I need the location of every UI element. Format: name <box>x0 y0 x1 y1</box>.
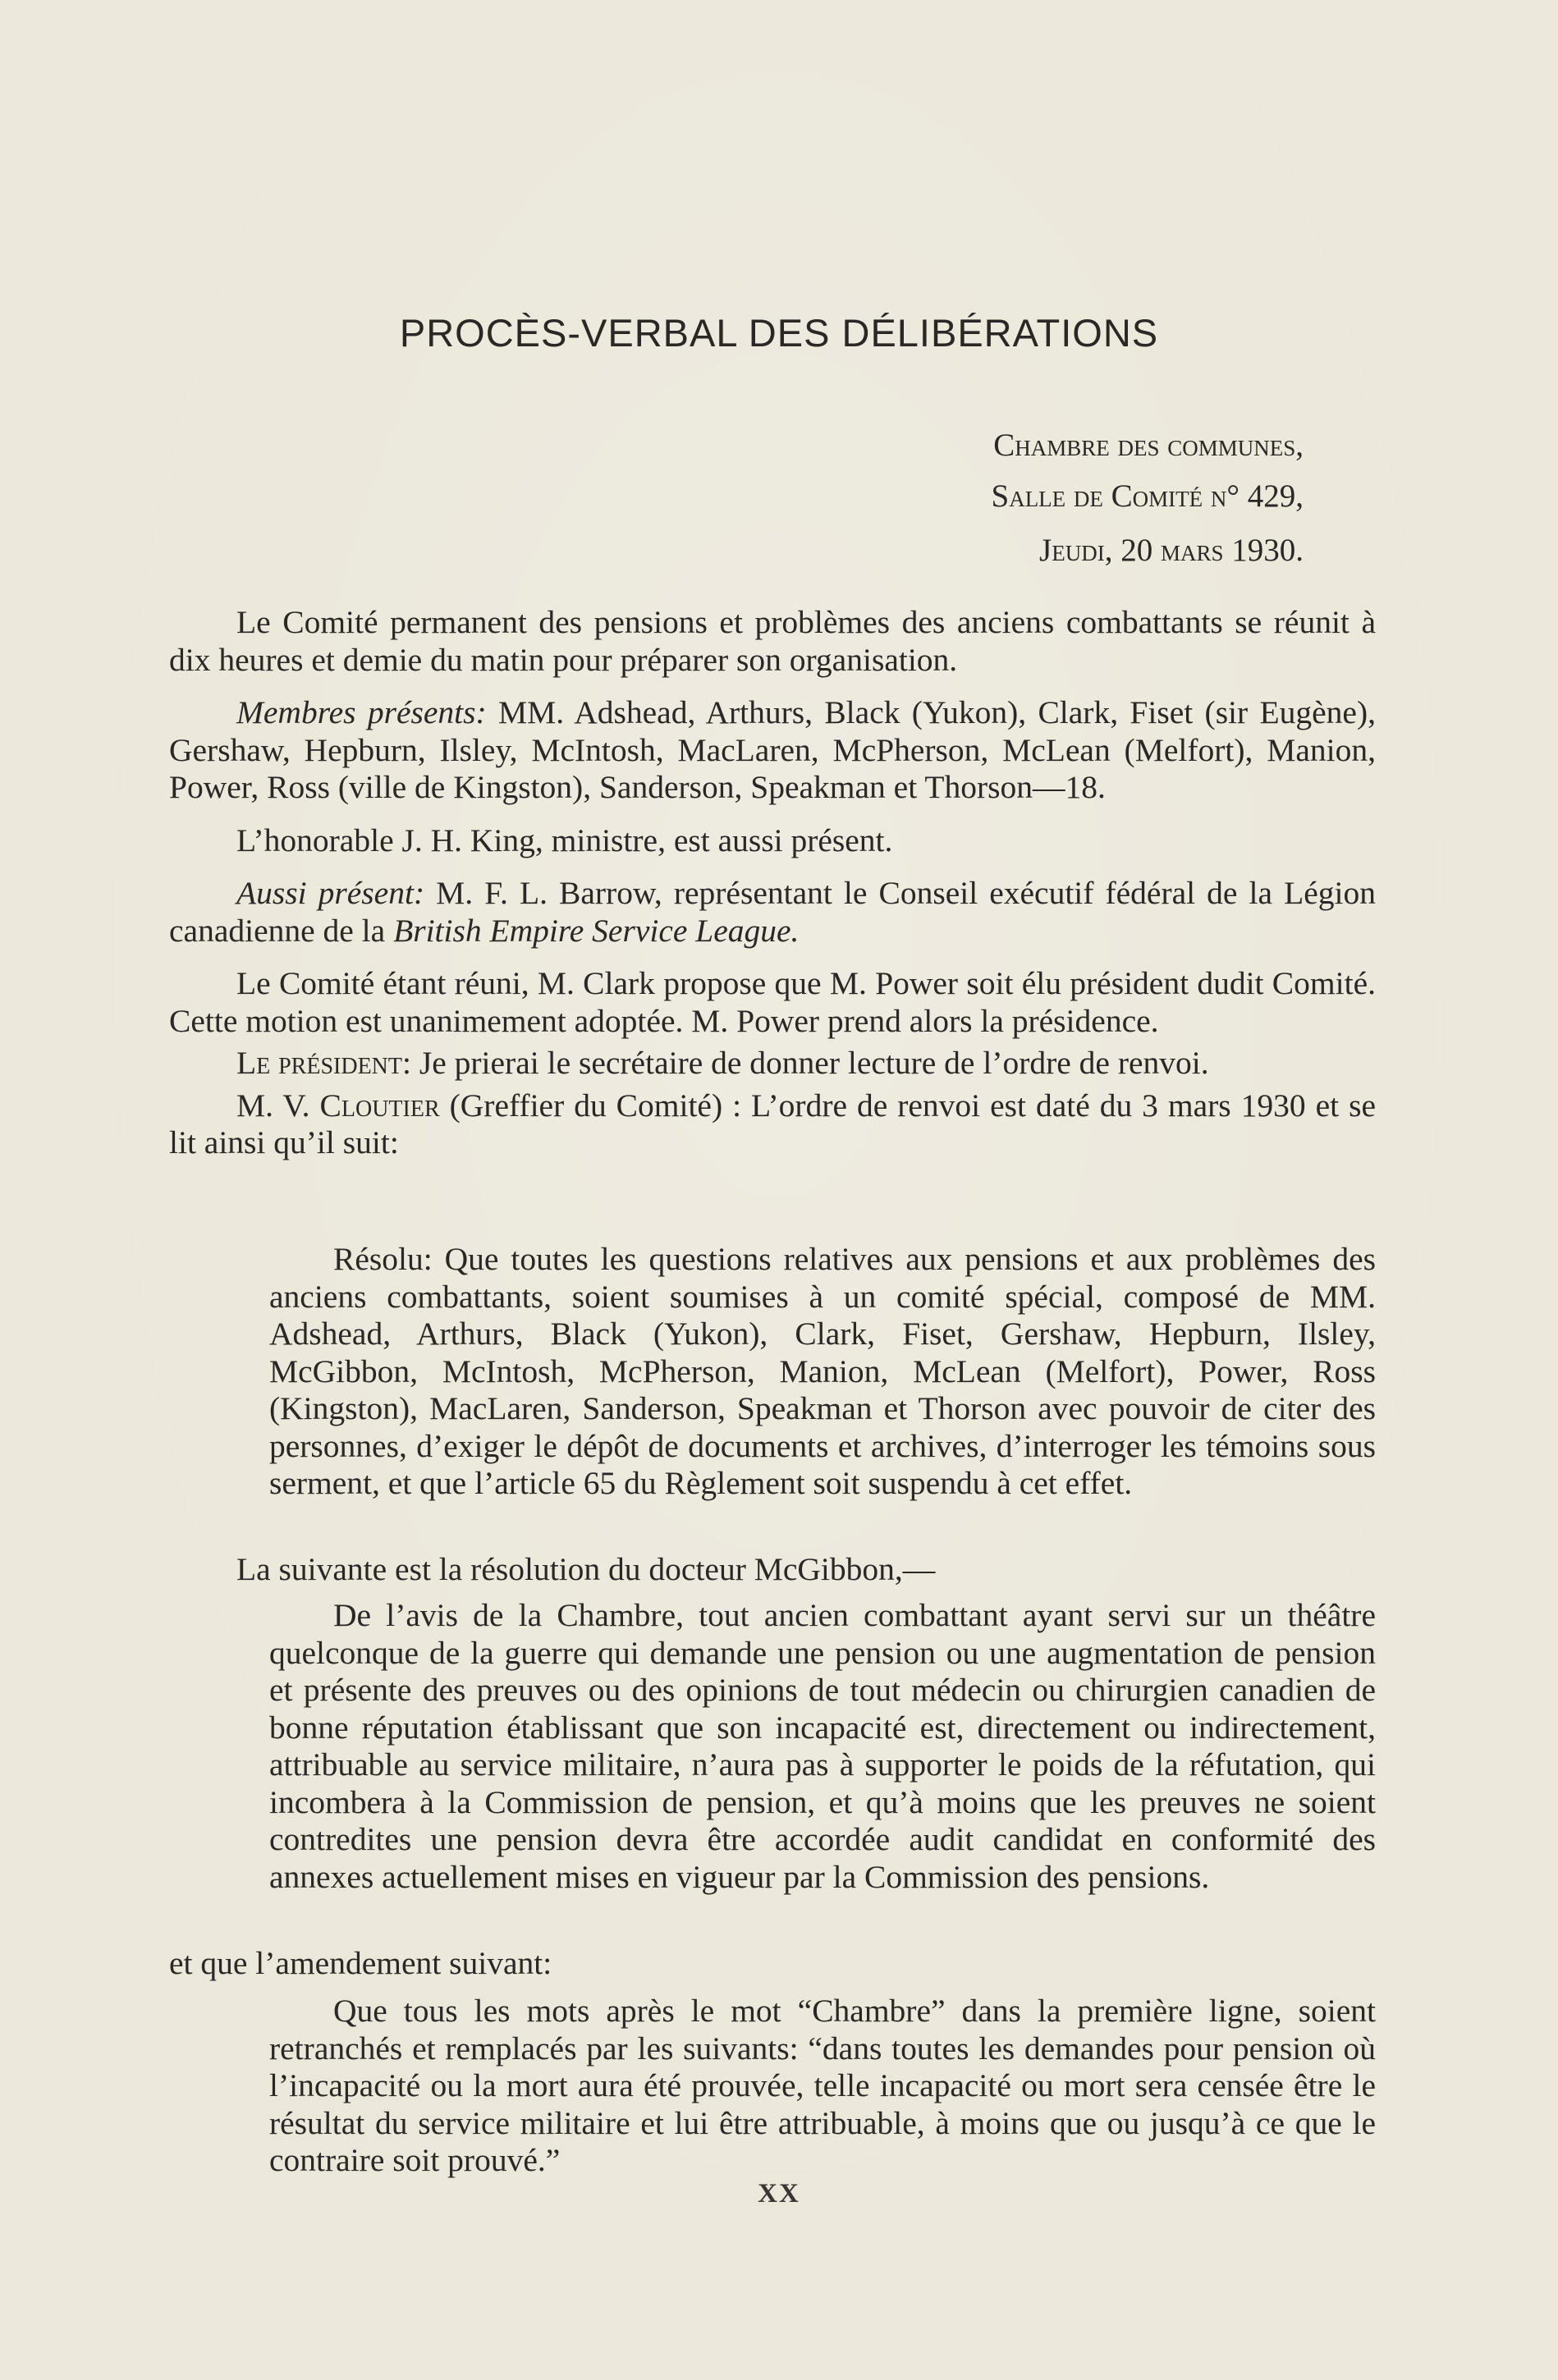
place-line-date: Jeudi, 20 mars 1930. <box>1039 533 1304 568</box>
amendment-intro <box>169 1945 1376 1983</box>
members-label: Membres présents: <box>236 694 487 730</box>
election-paragraph: Le Comité étant réuni, M. Clark propose que M. Power soit élu président dudit Comité. Cette motion est unanimement adoptée. M. Power prend alors la présidence. <box>169 965 1376 1039</box>
mcgibbon-resolution-block <box>269 1597 1376 1896</box>
mcgibbon-resolution-text: De l’avis de la Chambre, tout ancien combattant ayant servi sur un théâtre quelconque de la guerre qui demande une pension ou une augmentation de pension et présente des preuves ou des opinions de tout médecin ou chirurgien canadien de bonne réputation établissant que son incapacité est, directement ou indirectement, attribuable au service militaire, n’aura pas à supporter le poids de la réfutation, qui incombera à la Commission de pension, et qu’à moins que les preuves ne soient contredites une pension devra être accordée audit candidat en conformité des annexes actuellement mises en vigueur par la Commission des pensions. <box>269 1597 1376 1895</box>
place-line-room: Salle de Comité n° 429, <box>991 478 1304 514</box>
opening-paragraph: Le Comité permanent des pensions et problèmes des anciens combattants se réunit à dix heures et demie du matin pour préparer son organisation. <box>169 604 1376 678</box>
clerk-text: (Greffier du Comité) : L’ordre de renvoi est daté du 3 mars 1930 et se lit ainsi qu’il suit: <box>169 1087 1376 1160</box>
page-number: XX <box>758 2179 800 2208</box>
minister-paragraph: L’honorable J. H. King, ministre, est aussi présent. <box>236 822 893 858</box>
clerk-name: Cloutier <box>319 1087 440 1124</box>
president-text: : Je prierai le secrétaire de donner lecture de l’ordre de renvoi. <box>402 1045 1209 1081</box>
minutes-body-top <box>169 604 1376 1162</box>
amendment-text: Que tous les mots après le mot “Chambre” dans la première ligne, soient retranchés et remplacés par les suivants: “dans toutes les demandes pour pension où l’incapacité ou la mort aura été prouvée, telle incapacité ou mort sera censée être le résultat du service militaire et lui être attribuable, à moins que ou jusqu’à ce que le contraire soit prouvé.” <box>269 1993 1376 2178</box>
amendment-intro-text: et que l’amendement suivant: <box>169 1945 552 1981</box>
also-present-label: Aussi présent: <box>236 875 425 911</box>
mcgibbon-intro-text: La suivante est la résolution du docteur McGibbon,— <box>236 1551 936 1587</box>
president-paragraph <box>169 1045 1376 1082</box>
mcgibbon-intro <box>169 1551 1376 1589</box>
league-name: British Empire Service League. <box>393 912 800 949</box>
also-present-text: M. F. L. Barrow, représentant le Conseil exécutif fédéral de la Légion canadienne de la <box>169 875 1376 949</box>
resolution-block <box>269 1241 1376 1503</box>
place-line-chamber: Chambre des communes, <box>993 428 1304 463</box>
members-paragraph <box>169 694 1376 807</box>
clerk-prefix: M. V. <box>236 1087 320 1124</box>
also-present-paragraph <box>169 875 1376 950</box>
members-list: MM. Adshead, Arthurs, Black (Yukon), Clark, Fiset (sir Eugène), Gershaw, Hepburn, Ilsley, McIntosh, MacLaren, McPherson, McLean (Melfort), Manion, Power, Ross (ville de Kingston), Sanderson, Speakman et Thorson—18. <box>169 694 1376 805</box>
page-title: PROCÈS-VERBAL DES DÉLIBÉRATIONS <box>399 311 1159 355</box>
amendment-block <box>269 1993 1376 2180</box>
resolution-text: Résolu: Que toutes les questions relatives aux pensions et aux problèmes des anciens combattants, soient soumises à un comité spécial, composé de MM. Adshead, Arthurs, Black (Yukon), Clark, Fiset, Gershaw, Hepburn, Ilsley, McGibbon, McIntosh, McPherson, Manion, McLean (Melfort), Power, Ross (Kingston), MacLaren, Sanderson, Speakman et Thorson avec pouvoir de citer des personnes, d’exiger le dépôt de documents et archives, d’interroger les témoins sous serment, et que l’article 65 du Règlement soit suspendu à cet effet. <box>269 1241 1376 1501</box>
clerk-paragraph <box>169 1087 1376 1162</box>
president-label: Le président <box>236 1045 403 1081</box>
